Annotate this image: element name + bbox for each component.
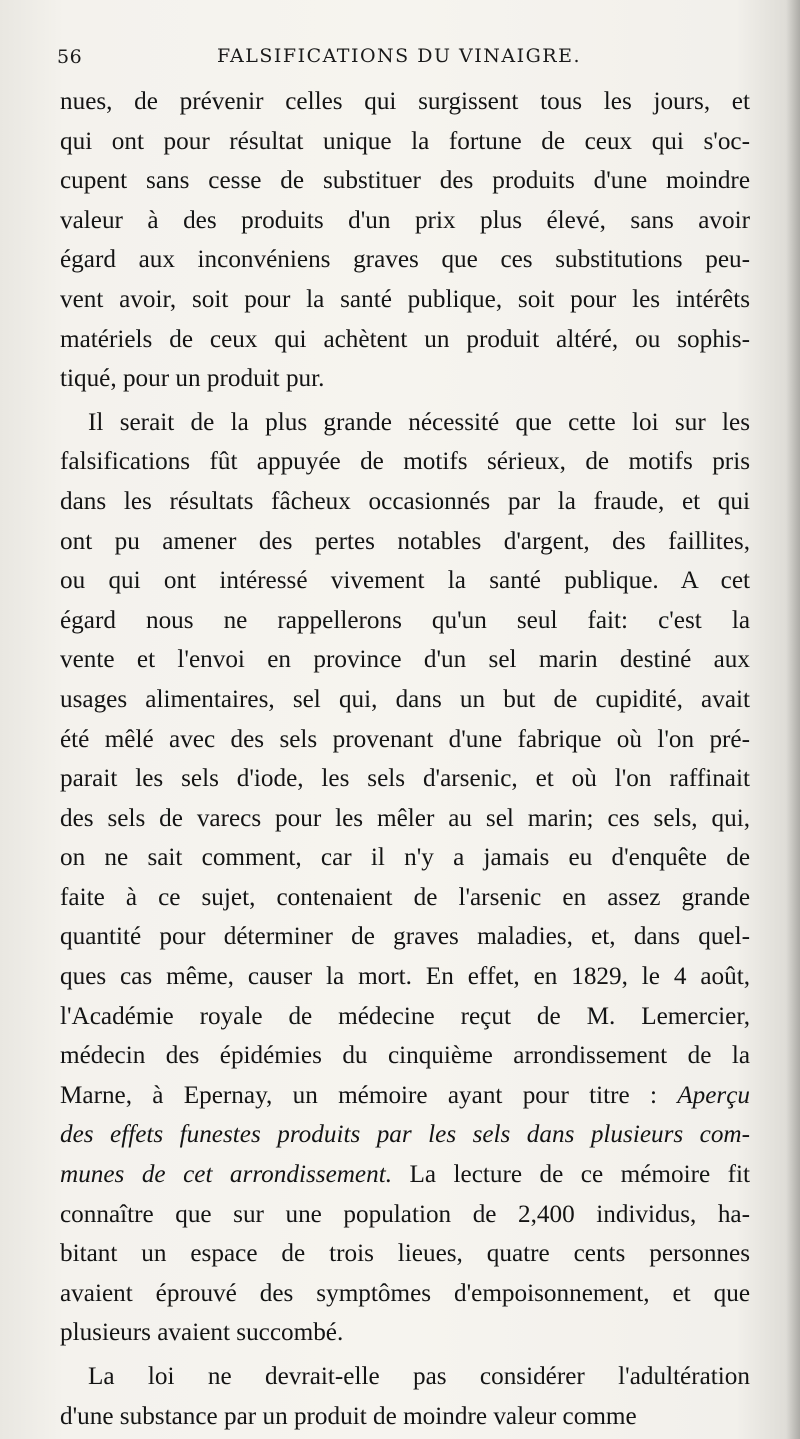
text-line <box>60 161 750 201</box>
text-line <box>60 1397 750 1437</box>
text-segment: on ne sait comment, car il n'y a jamais eu d'enquête de <box>60 844 750 872</box>
text-line <box>60 201 750 241</box>
text-line <box>60 680 750 720</box>
text-line <box>60 359 750 399</box>
text-segment: connaître que sur une population de 2,400 individus, ha- <box>60 1200 750 1228</box>
text-segment: quantité pour déterminer de graves maladies, et, dans quel- <box>60 923 750 951</box>
text-line <box>60 1313 750 1353</box>
text-line <box>60 1357 750 1397</box>
text-segment: usages alimentaires, sel qui, dans un but de cupidité, avait <box>60 685 750 713</box>
text-line <box>60 1195 750 1235</box>
text-segment: nues, de prévenir celles qui surgissent tous les jours, et <box>60 88 750 115</box>
text-line <box>60 917 750 957</box>
text-line <box>60 442 750 482</box>
text-segment: matériels de ceux qui achètent un produit altéré, ou sophis- <box>60 325 750 353</box>
text-segment: égard nous ne rappellerons qu'un seul fait: c'est la <box>60 606 750 634</box>
text-line <box>60 240 750 280</box>
text-segment: valeur à des produits d'un prix plus élevé, sans avoir <box>60 206 750 234</box>
text-line <box>60 720 750 760</box>
text-segment: dans les résultats fâcheux occasionnés par la fraude, et qui <box>60 487 750 515</box>
text-segment: qui ont pour résultat unique la fortune de ceux qui s'oc- <box>60 127 750 155</box>
text-segment: bitant un espace de trois lieues, quatre cents personnes <box>60 1240 750 1268</box>
text-segment: ou qui ont intéressé vivement la santé publique. A cet <box>60 567 750 595</box>
text-segment: parait les sels d'iode, les sels d'arsenic, et où l'on raffinait <box>60 765 750 793</box>
text-line <box>60 82 750 122</box>
page-number: 56 <box>57 46 83 68</box>
text-segment: Il serait de la plus grande nécessité que cette loi sur les <box>88 408 750 436</box>
text-line <box>60 997 750 1037</box>
body-text <box>60 82 750 1436</box>
text-line <box>60 878 750 918</box>
running-title: FALSIFICATIONS DU VINAIGRE. <box>217 45 581 67</box>
text-segment: tiqué, pour un produit pur. <box>60 365 325 393</box>
text-segment: La loi ne devrait-elle pas considérer l'adultération <box>88 1363 750 1390</box>
text-segment: médecin des épidémies du cinquième arrondissement de la <box>60 1042 750 1070</box>
text-line <box>60 1076 750 1116</box>
text-segment: ques cas même, causer la mort. En effet, en 1829, le 4 août, <box>60 963 750 991</box>
text-segment: La lecture de ce mémoire fit <box>392 1161 750 1189</box>
italic-text: munes de cet arrondissement. <box>60 1161 393 1189</box>
italic-text: Aperçu <box>677 1081 750 1109</box>
text-segment: Marne, à Epernay, un mémoire ayant pour titre : <box>60 1081 678 1109</box>
text-line <box>60 1036 750 1076</box>
text-segment: plusieurs avaient succombé. <box>60 1319 344 1347</box>
text-line <box>60 601 750 641</box>
text-line <box>60 522 750 562</box>
text-segment: vente et l'envoi en province d'un sel marin destiné aux <box>60 646 750 674</box>
text-line <box>60 640 750 680</box>
page-edge-shadow <box>786 0 800 1439</box>
text-line <box>60 320 750 360</box>
text-line <box>60 280 750 320</box>
text-segment: ont pu amener des pertes notables d'argent, des faillites, <box>60 527 750 555</box>
page-header <box>57 42 757 72</box>
text-segment: l'Académie royale de médecine reçut de M. Lemercier, <box>60 1002 750 1030</box>
text-segment: cupent sans cesse de substituer des produits d'une moindre <box>60 167 750 195</box>
text-line <box>60 122 750 162</box>
text-segment: falsifications fût appuyée de motifs sérieux, de motifs pris <box>60 448 750 476</box>
text-segment: avaient éprouvé des symptômes d'empoisonnement, et que <box>60 1279 750 1307</box>
text-line <box>60 1274 750 1314</box>
text-segment: des sels de varecs pour les mêler au sel marin; ces sels, qui, <box>60 804 750 832</box>
text-segment: vent avoir, soit pour la santé publique, soit pour les intérêts <box>60 285 750 313</box>
text-segment: égard aux inconvéniens graves que ces substitutions peu- <box>60 246 750 274</box>
text-segment: faite à ce sujet, contenaient de l'arsenic en assez grande <box>60 883 750 911</box>
text-line <box>60 799 750 839</box>
text-segment: d'une substance par un produit de moindre valeur comme <box>60 1402 637 1430</box>
text-segment: été mêlé avec des sels provenant d'une fabrique où l'on pré- <box>60 725 750 753</box>
text-line <box>60 957 750 997</box>
text-line <box>60 1115 750 1155</box>
text-line <box>60 759 750 799</box>
italic-text: des effets funestes produits par les sels dans plusieurs com- <box>60 1121 750 1149</box>
text-line <box>60 561 750 601</box>
text-line <box>60 1234 750 1274</box>
text-line <box>60 482 750 522</box>
text-line <box>60 403 750 443</box>
text-line <box>60 838 750 878</box>
text-line <box>60 1155 750 1195</box>
